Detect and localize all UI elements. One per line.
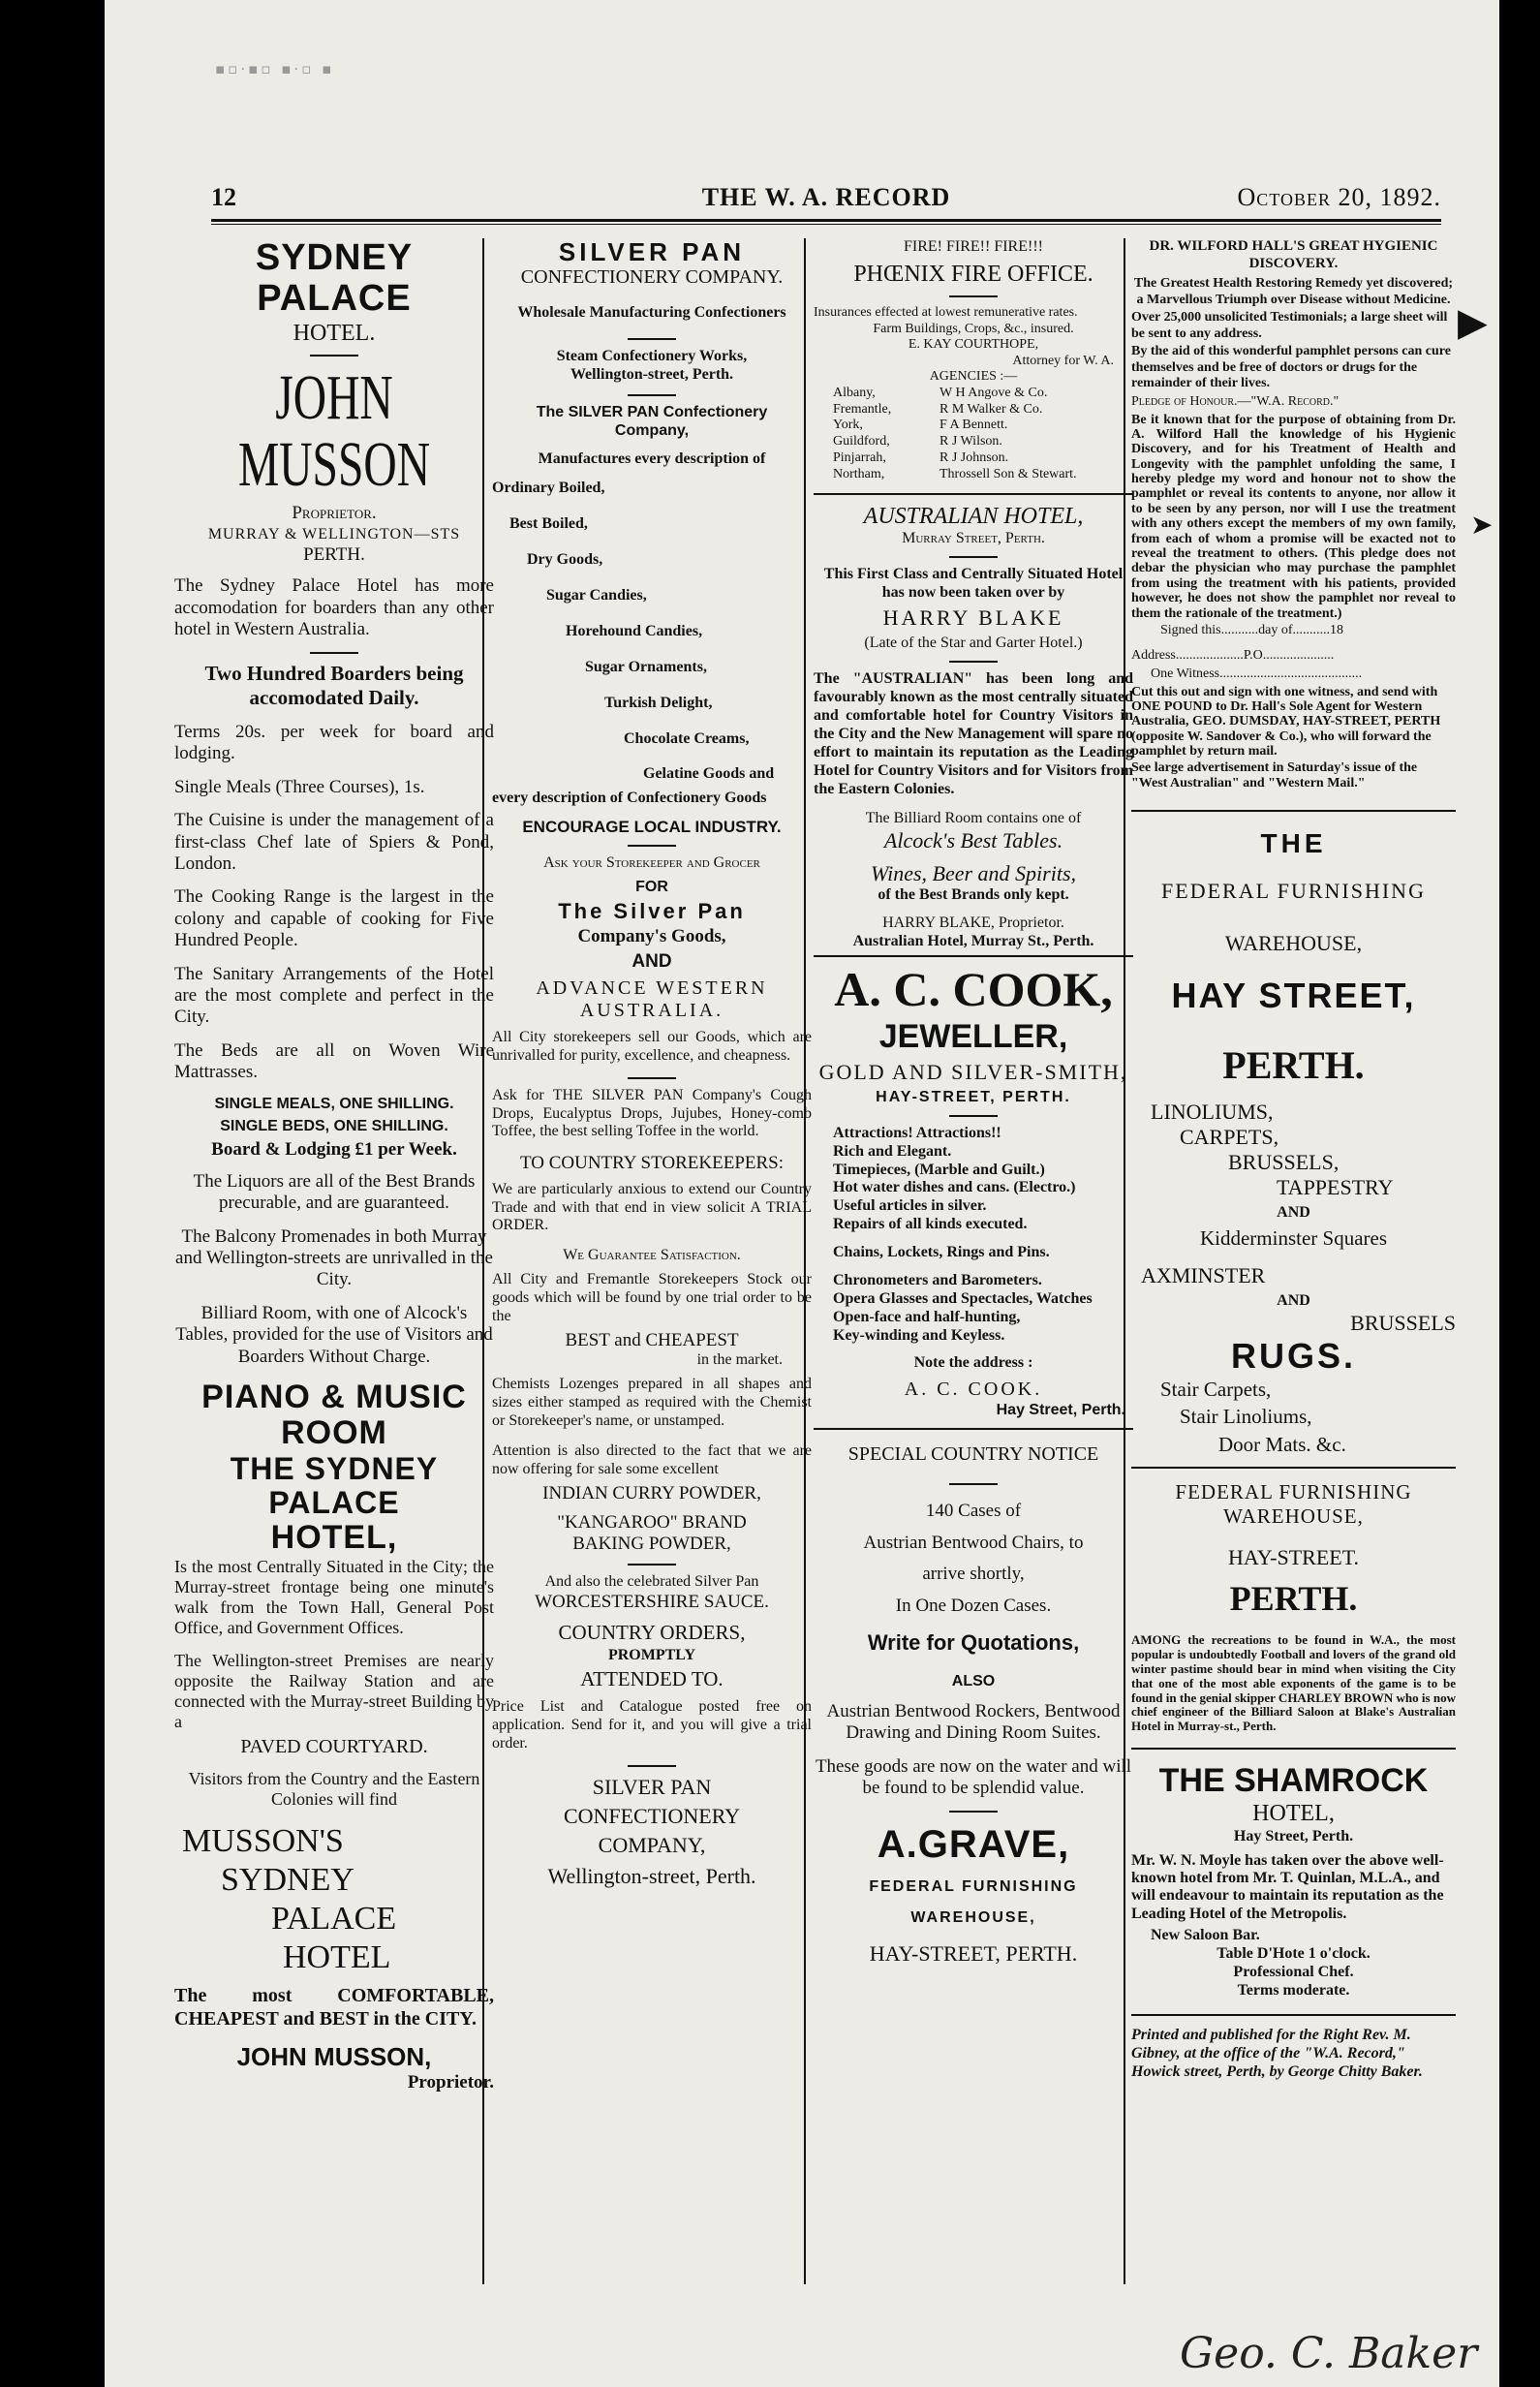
agency-town: Fremantle, [833, 401, 892, 417]
line: LINOLIUMS, [1151, 1099, 1274, 1124]
section-rule [1131, 1748, 1456, 1750]
list-item: Opera Glasses and Spectacles, Watches [833, 1289, 1093, 1307]
line: TAPPESTRY [1277, 1174, 1394, 1199]
line: Australian Hotel, Murray St., Perth. [852, 932, 1094, 949]
separator [949, 295, 998, 297]
line: Austrian Bentwood Chairs, to [863, 1532, 1084, 1553]
line: GOLD AND SILVER-SMITH, [818, 1059, 1128, 1084]
line: Stair Carpets, [1160, 1377, 1272, 1401]
list-item: Useful articles in silver. [833, 1197, 987, 1215]
column-phoenix-australian-cook [814, 238, 1133, 2282]
separator [949, 1483, 998, 1485]
proprietor-signature: JOHN MUSSON, [236, 2042, 432, 2072]
section-rule [1131, 810, 1456, 812]
line: HARRY BLAKE, Proprietor. [882, 914, 1064, 932]
line: Murray Street, Perth. [902, 529, 1045, 546]
musson-line: HOTEL [283, 1938, 391, 1975]
section-rule [814, 1428, 1133, 1430]
line: Chains, Lockets, Rings and Pins. [833, 1244, 1050, 1261]
ad-title: THE SHAMROCK [1158, 1762, 1429, 1800]
line: Steam Confectionery Works, Wellington-street, Perth. [556, 348, 748, 383]
line: AGENCIES :— [929, 369, 1018, 385]
ad-title: SYDNEY PALACE [255, 238, 414, 319]
paragraph: We are particularly anxious to extend our Country Trade and with that end in view solicit A TRIAL ORDER. [492, 1180, 812, 1234]
line: Wines, Beer and Spirits, [870, 861, 1077, 886]
line: E. KAY COURTHOPE, [908, 337, 1039, 353]
line: FEDERAL FURNISHING [1161, 879, 1426, 904]
line: Note the address : [913, 1354, 1033, 1372]
imprint: Printed and published for the Right Rev. M. Gibney, at the office of the "W.A. Record," Howick street, Perth, by George Chitty Baker. [1131, 2026, 1423, 2081]
musson-line: MUSSON'S [182, 1822, 344, 1859]
paragraph: Cut this out and sign with one witness, and send with ONE POUND to Dr. Hall's Sole Agent for Western Australia, GEO. DUMSDAY, HAY-STREET, PERTH (opposite W. Sandover & Co.), who will forward the pamphlet by return mail. [1131, 684, 1441, 760]
item: Horehound Candies, [566, 622, 703, 639]
line: And also the celebrated Silver Pan [544, 1572, 759, 1590]
line: FEDERAL FURNISHING WAREHOUSE, [1175, 1479, 1412, 1528]
item: Gelatine Goods and [643, 765, 775, 783]
line: Stair Linoliums, [1180, 1405, 1312, 1429]
line: ATTENDED TO. [580, 1666, 724, 1690]
paragraph: Board & Lodging £1 per Week. [211, 1139, 457, 1161]
paragraph: Visitors from the Country and the Eastern Colonies will find [188, 1769, 480, 1810]
paragraph: Attention is also directed to the fact that we are now offering for sale some excellent [492, 1442, 812, 1477]
paragraph: SINGLE BEDS, ONE SHILLING. [220, 1117, 448, 1134]
line: JEWELLER, [878, 1017, 1068, 1055]
line: COMPANY, [598, 1832, 706, 1857]
line: Hay Street, Perth. [996, 1401, 1125, 1418]
line: FIRE! FIRE!! FIRE!!! [904, 238, 1043, 255]
paragraph: These goods are now on the water and will be found to be splendid value. [815, 1755, 1132, 1799]
masthead-title: THE W. A. RECORD [701, 183, 951, 211]
ad-title: PHŒNIX FIRE OFFICE. [853, 261, 1093, 287]
paragraph: PAVED COURTYARD. [240, 1736, 428, 1758]
address-line: MURRAY & WELLINGTON—STS [207, 525, 461, 542]
paragraph: Ask for THE SILVER PAN Company's Cough Drops, Eucalyptus Drops, Jujubes, Honey-comb Toffee, the best selling Toffee in the world. [492, 1086, 812, 1140]
paragraph: The "AUSTRALIAN" has been long and favourably known as the most centrally situated and comfortable hotel for Country Visitors in the City and the New Management will spare no effort to maintain its reputation as the Leading Hotel for Country Visitors and for Visitors from the Eastern Colonies. [814, 670, 1133, 797]
line: Ask your Storekeeper and Grocer [543, 854, 760, 872]
attractions-list [814, 1125, 1133, 1234]
line: One Witness.......................................... [1151, 666, 1363, 681]
column-hall-furnishing-shamrock [1131, 238, 1456, 2282]
line: Manufactures every description of [538, 450, 766, 467]
paragraph: The Liquors are all of the Best Brands precurable, and are guaranteed. [193, 1170, 476, 1214]
item: Sugar Ornaments, [585, 658, 707, 675]
column-silver-pan [492, 238, 812, 2282]
paragraph: The Sanitary Arrangements of the Hotel are the most complete and perfect in the City. [174, 963, 494, 1028]
line: PROMPTLY [607, 1646, 696, 1663]
line: HAY-STREET. [1227, 1545, 1360, 1570]
separator [628, 394, 676, 396]
separator [628, 1564, 676, 1566]
ad-title: THE [1260, 828, 1327, 859]
line: The SILVER PAN Confectionery Company, [536, 403, 768, 439]
agency-town: Albany, [833, 385, 876, 400]
paragraph: Mr. W. N. Moyle has taken over the above well-known hotel from Mr. T. Quinlan, M.L.A., and will endeavour to maintain its reputation as the Leading Hotel of the Metropolis. [1131, 1851, 1444, 1922]
scan-smudge: ▪▫·▪▫ ▪·▫ ▪ [215, 60, 335, 78]
line: We Guarantee Satisfaction. [563, 1247, 741, 1264]
issue-date: October 20, 1892. [1237, 183, 1441, 211]
line: 140 Cases of [925, 1501, 1022, 1522]
line: The Greatest Health Restoring Remedy yet discovered; a Marvellous Triumph over Disease without Medicine. [1133, 276, 1454, 307]
section-rule [1131, 1467, 1456, 1469]
agency-table [833, 386, 1133, 483]
list-item: Attractions! Attractions!! [833, 1124, 1001, 1141]
line: Pledge of Honour.—"W.A. Record." [1131, 393, 1340, 409]
paragraph: Is the most Centrally Situated in the City; the Murray-street frontage being one minute's walk from the Town Hall, General Post Office, and Government Offices. [174, 1556, 494, 1638]
item: Dry Goods, [527, 551, 603, 569]
paragraph: The Wellington-street Premises are nearly opposite the Railway Station and are connected with the Murray-street Building by a [174, 1650, 494, 1732]
paragraph: AMONG the recreations to be found in W.A., the most popular is undoubtedly Football and lovers of the grand old winter pastime should bear in mind when visiting the City that one of the most able exponents of the game is to be found in the genial skipper CHARLEY BROWN who is now chief engineer of the Billiard Saloon at Blake's Australian Hotel in Murray-st., Perth. [1131, 1631, 1456, 1734]
line: New Saloon Bar. [1151, 1927, 1260, 1944]
separator [628, 338, 676, 340]
page-header [211, 179, 1441, 214]
line: arrive shortly, [922, 1564, 1025, 1585]
address-city: PERTH. [303, 543, 365, 565]
agency-agent: W H Angove & Co. [939, 385, 1048, 400]
agency-town: York, [833, 418, 863, 433]
line: "KANGAROO" BRAND BAKING POWDER, [557, 1511, 747, 1555]
line: AND [631, 951, 672, 973]
paragraph: The Beds are all on Woven Wire Mattrasses. [174, 1039, 494, 1083]
line: BRUSSELS [1350, 1311, 1456, 1336]
line: FEDERAL FURNISHING [869, 1877, 1078, 1895]
musson-line: SYDNEY [221, 1861, 354, 1898]
paragraph: Single Meals (Three Courses), 1s. [174, 776, 425, 797]
line: WAREHOUSE, [910, 1909, 1036, 1927]
margin-mark: ▶ [1458, 300, 1488, 345]
ad-title: HOTEL, [270, 1519, 398, 1557]
line: (Late of the Star and Garter Hotel.) [864, 635, 1083, 652]
line: Wellington-street, Perth. [547, 1863, 756, 1888]
list-item: Key-winding and Keyless. [833, 1326, 1005, 1344]
line: This First Class and Centrally Situated Hotel has now been taken over by [823, 565, 1124, 601]
ad-title: A. C. COOK, [834, 961, 1113, 1016]
line: TO COUNTRY STOREKEEPERS: [519, 1153, 785, 1174]
paragraph: The Balcony Promenades in both Murray and Wellington-streets are unrivalled in the City. [175, 1225, 493, 1290]
line: Insurances effected at lowest remunerative rates. [814, 305, 1078, 321]
line: Address....................P.O..................... [1131, 648, 1335, 664]
line: Terms moderate. [1237, 1981, 1350, 1999]
line: Door Mats. &c. [1218, 1433, 1346, 1457]
line: Alcock's Best Tables. [883, 828, 1063, 853]
owner-name: JOHN MUSSON [237, 361, 431, 501]
line: Table D'Hote 1 o'clock. [1217, 1945, 1371, 1963]
line: ADVANCE WESTERN AUSTRALIA. [536, 976, 768, 1022]
line: Hay Street, Perth. [1233, 1827, 1354, 1844]
paragraph: The Sydney Palace Hotel has more accomodation for boarders than any other hotel in Western Australia. [174, 575, 494, 639]
item: Sugar Candies, [546, 587, 647, 604]
paragraph: SINGLE MEALS, ONE SHILLING. [214, 1095, 454, 1112]
paragraph: Chemists Lozenges prepared in all shapes and sizes either stamped as required with the Chemist or Storekeeper's name, or unstamped. [492, 1376, 812, 1429]
paragraph: Price List and Catalogue posted free on application. Send for it, and you will give a trial order. [492, 1698, 812, 1752]
agency-agent: Throssell Son & Stewart. [939, 466, 1077, 481]
separator [949, 556, 998, 558]
line: ALSO [951, 1672, 996, 1690]
line: in the market. [696, 1351, 783, 1369]
paragraph: All City and Fremantle Storekeepers Stock our goods which will be found by one trial order to be the [492, 1271, 812, 1324]
handwritten-signature: Geo. C. Baker [1180, 2329, 1478, 2378]
line: of the Best Brands only kept. [878, 886, 1069, 904]
item: Chocolate Creams, [624, 729, 750, 747]
paragraph: Austrian Bentwood Rockers, Bentwood Drawing and Dining Room Suites. [826, 1700, 1121, 1744]
list-item: Repairs of all kinds executed. [833, 1216, 1028, 1233]
line: BRUSSELS, [1228, 1149, 1340, 1174]
line: A. C. COOK. [904, 1379, 1043, 1401]
agency-agent: F A Bennett. [939, 418, 1008, 433]
paragraph: The most COMFORTABLE, CHEAPEST and BEST in the CITY. [174, 1984, 494, 2030]
separator [949, 1811, 998, 1813]
item: Best Boiled, [509, 515, 588, 533]
line: HAY-STREET, PERTH. [869, 1941, 1078, 1967]
line: Professional Chef. [1233, 1963, 1354, 1980]
line: HAY-STREET, PERTH. [876, 1088, 1071, 1105]
line: BEST and CHEAPEST [565, 1329, 739, 1350]
separator [628, 1765, 676, 1767]
line: SILVER PAN [592, 1775, 712, 1800]
margin-mark: ➤ [1470, 509, 1494, 541]
list-item: Hot water dishes and cans. (Electro.) [833, 1179, 1076, 1196]
line: COUNTRY ORDERS, [558, 1621, 746, 1644]
line: AXMINSTER [1141, 1263, 1266, 1288]
line: HARRY BLAKE [882, 605, 1064, 631]
list-item: Chronometers and Barometers. [833, 1271, 1042, 1288]
item: Ordinary Boiled, [492, 480, 605, 497]
line: CONFECTIONERY [563, 1803, 741, 1828]
line: Kidderminster Squares [1199, 1225, 1388, 1250]
separator [310, 355, 358, 356]
line: INDIAN CURRY POWDER, [542, 1482, 761, 1504]
paragraph: Terms 20s. per week for board and lodging. [174, 721, 494, 764]
line: Wholesale Manufacturing Confectioners [517, 304, 786, 322]
ad-title: AUSTRALIAN HOTEL, [863, 503, 1084, 529]
musson-line: PALACE [271, 1900, 397, 1937]
line: RUGS. [1230, 1336, 1356, 1377]
agency-agent: R M Walker & Co. [939, 401, 1043, 417]
agency-town: Pinjarrah, [833, 450, 886, 465]
paragraph: Be it known that for the purpose of obtaining from Dr. A. Wilford Hall the knowledge of his Hygienic Discovery, and for his Treatment of Health and Longevity with the pamphlet unfolding the same, I hereby pledge my word and honour not to show the pamphlet or reveal its contents to anyone, nor allow it to be seen by any person, nor will I use the treatment with any others except the members of my own family, from each of whom a promise will be exacted not to reveal the treatment to others. (This pledge does not debar the physician who may purchase the pamphlet from using the treatment with his patients, provided however, he does not show the pamphlet nor reveal to them the rationale of the treatment.) [1131, 412, 1456, 621]
line: PERTH. [1229, 1579, 1358, 1619]
owner-role: Proprietor. [292, 502, 377, 523]
agency-agent: R J Johnson. [939, 450, 1009, 465]
line: AND [1277, 1292, 1310, 1310]
line: Attorney for W. A. [1012, 353, 1114, 368]
line: HOTEL, [1252, 1801, 1335, 1827]
list-item: Rich and Elegant. [833, 1142, 952, 1160]
list-item: Open-face and half-hunting, [833, 1308, 1021, 1325]
line: Signed this...........day of...........18 [1160, 622, 1343, 637]
separator [628, 845, 676, 847]
line: Company's Goods, [577, 925, 726, 946]
column-sydney-palace [174, 238, 494, 2287]
agency-town: Guildford, [833, 434, 890, 450]
agency-agent: R J Wilson. [939, 434, 1002, 450]
header-rule [211, 219, 1441, 222]
ad-subtitle: CONFECTIONERY COMPANY. [520, 265, 784, 288]
line: every description of Confectionery Goods [492, 790, 767, 807]
separator [949, 661, 998, 663]
line: The Silver Pan [558, 898, 746, 923]
line: WAREHOUSE, [1224, 931, 1363, 956]
line: WORCESTERSHIRE SAUCE. [535, 1591, 769, 1612]
line: The Billiard Room contains one of [865, 810, 1082, 827]
separator [310, 652, 358, 654]
line: FOR [635, 879, 668, 896]
line: HAY STREET, [1171, 976, 1416, 1016]
section-rule [814, 493, 1133, 495]
line: AND [1277, 1203, 1310, 1221]
ad-title: THE SYDNEY PALACE [230, 1450, 439, 1520]
section-rule [814, 955, 1133, 957]
section-rule [1131, 2014, 1456, 2016]
item: Turkish Delight, [604, 694, 713, 711]
chronometers-list [814, 1272, 1133, 1346]
page-number: 12 [211, 183, 236, 211]
line: In One Dozen Cases. [895, 1595, 1052, 1616]
ad-subtitle: HOTEL. [293, 320, 376, 346]
separator [949, 1115, 998, 1117]
header-rule-thin [211, 224, 1441, 225]
paragraph: All City storekeepers sell our Goods, which are unrivalled for purity, excellence, and cheapness. [492, 1028, 812, 1064]
list-item: Timepieces, (Marble and Guilt.) [833, 1161, 1045, 1178]
line: CARPETS, [1180, 1124, 1279, 1149]
ad-title: DR. WILFORD HALL'S GREAT HYGIENIC DISCOVERY. [1149, 238, 1438, 271]
line: By the aid of this wonderful pamphlet persons can cure themselves and be free of doctors or drugs for the remainder of their lives. [1131, 344, 1451, 391]
ad-title: A.GRAVE, [877, 1823, 1070, 1867]
line: PERTH. [1222, 1042, 1365, 1087]
paragraph: The Cooking Range is the largest in the colony and capable of cooking for Five Hundred People. [174, 886, 494, 951]
line: ENCOURAGE LOCAL INDUSTRY. [522, 818, 782, 837]
paragraph: Billiard Room, with one of Alcock's Tables, provided for the use of Visitors and Boarders Without Charge. [175, 1302, 493, 1367]
paragraph: The Cuisine is under the management of a first-class Chef late of Spiers & Pond, London. [174, 810, 494, 874]
ad-title: PIANO & MUSIC ROOM [201, 1379, 467, 1452]
ad-title: SPECIAL COUNTRY NOTICE [847, 1442, 1099, 1465]
separator [628, 1077, 676, 1079]
line: Over 25,000 unsolicited Testimonials; a large sheet will be sent to any address. [1131, 310, 1448, 341]
paragraph: See large advertisement in Saturday's issue of the "West Australian" and "Western Mail." [1131, 760, 1418, 790]
paragraph: Two Hundred Boarders being accomodated Daily. [204, 662, 464, 710]
line: Write for Quotations, [867, 1629, 1080, 1655]
line: Farm Buildings, Crops, &c., insured. [873, 321, 1074, 336]
proprietor-role: Proprietor. [407, 2071, 494, 2092]
ad-title: SILVER PAN [558, 238, 746, 266]
agency-town: Northam, [833, 466, 885, 481]
